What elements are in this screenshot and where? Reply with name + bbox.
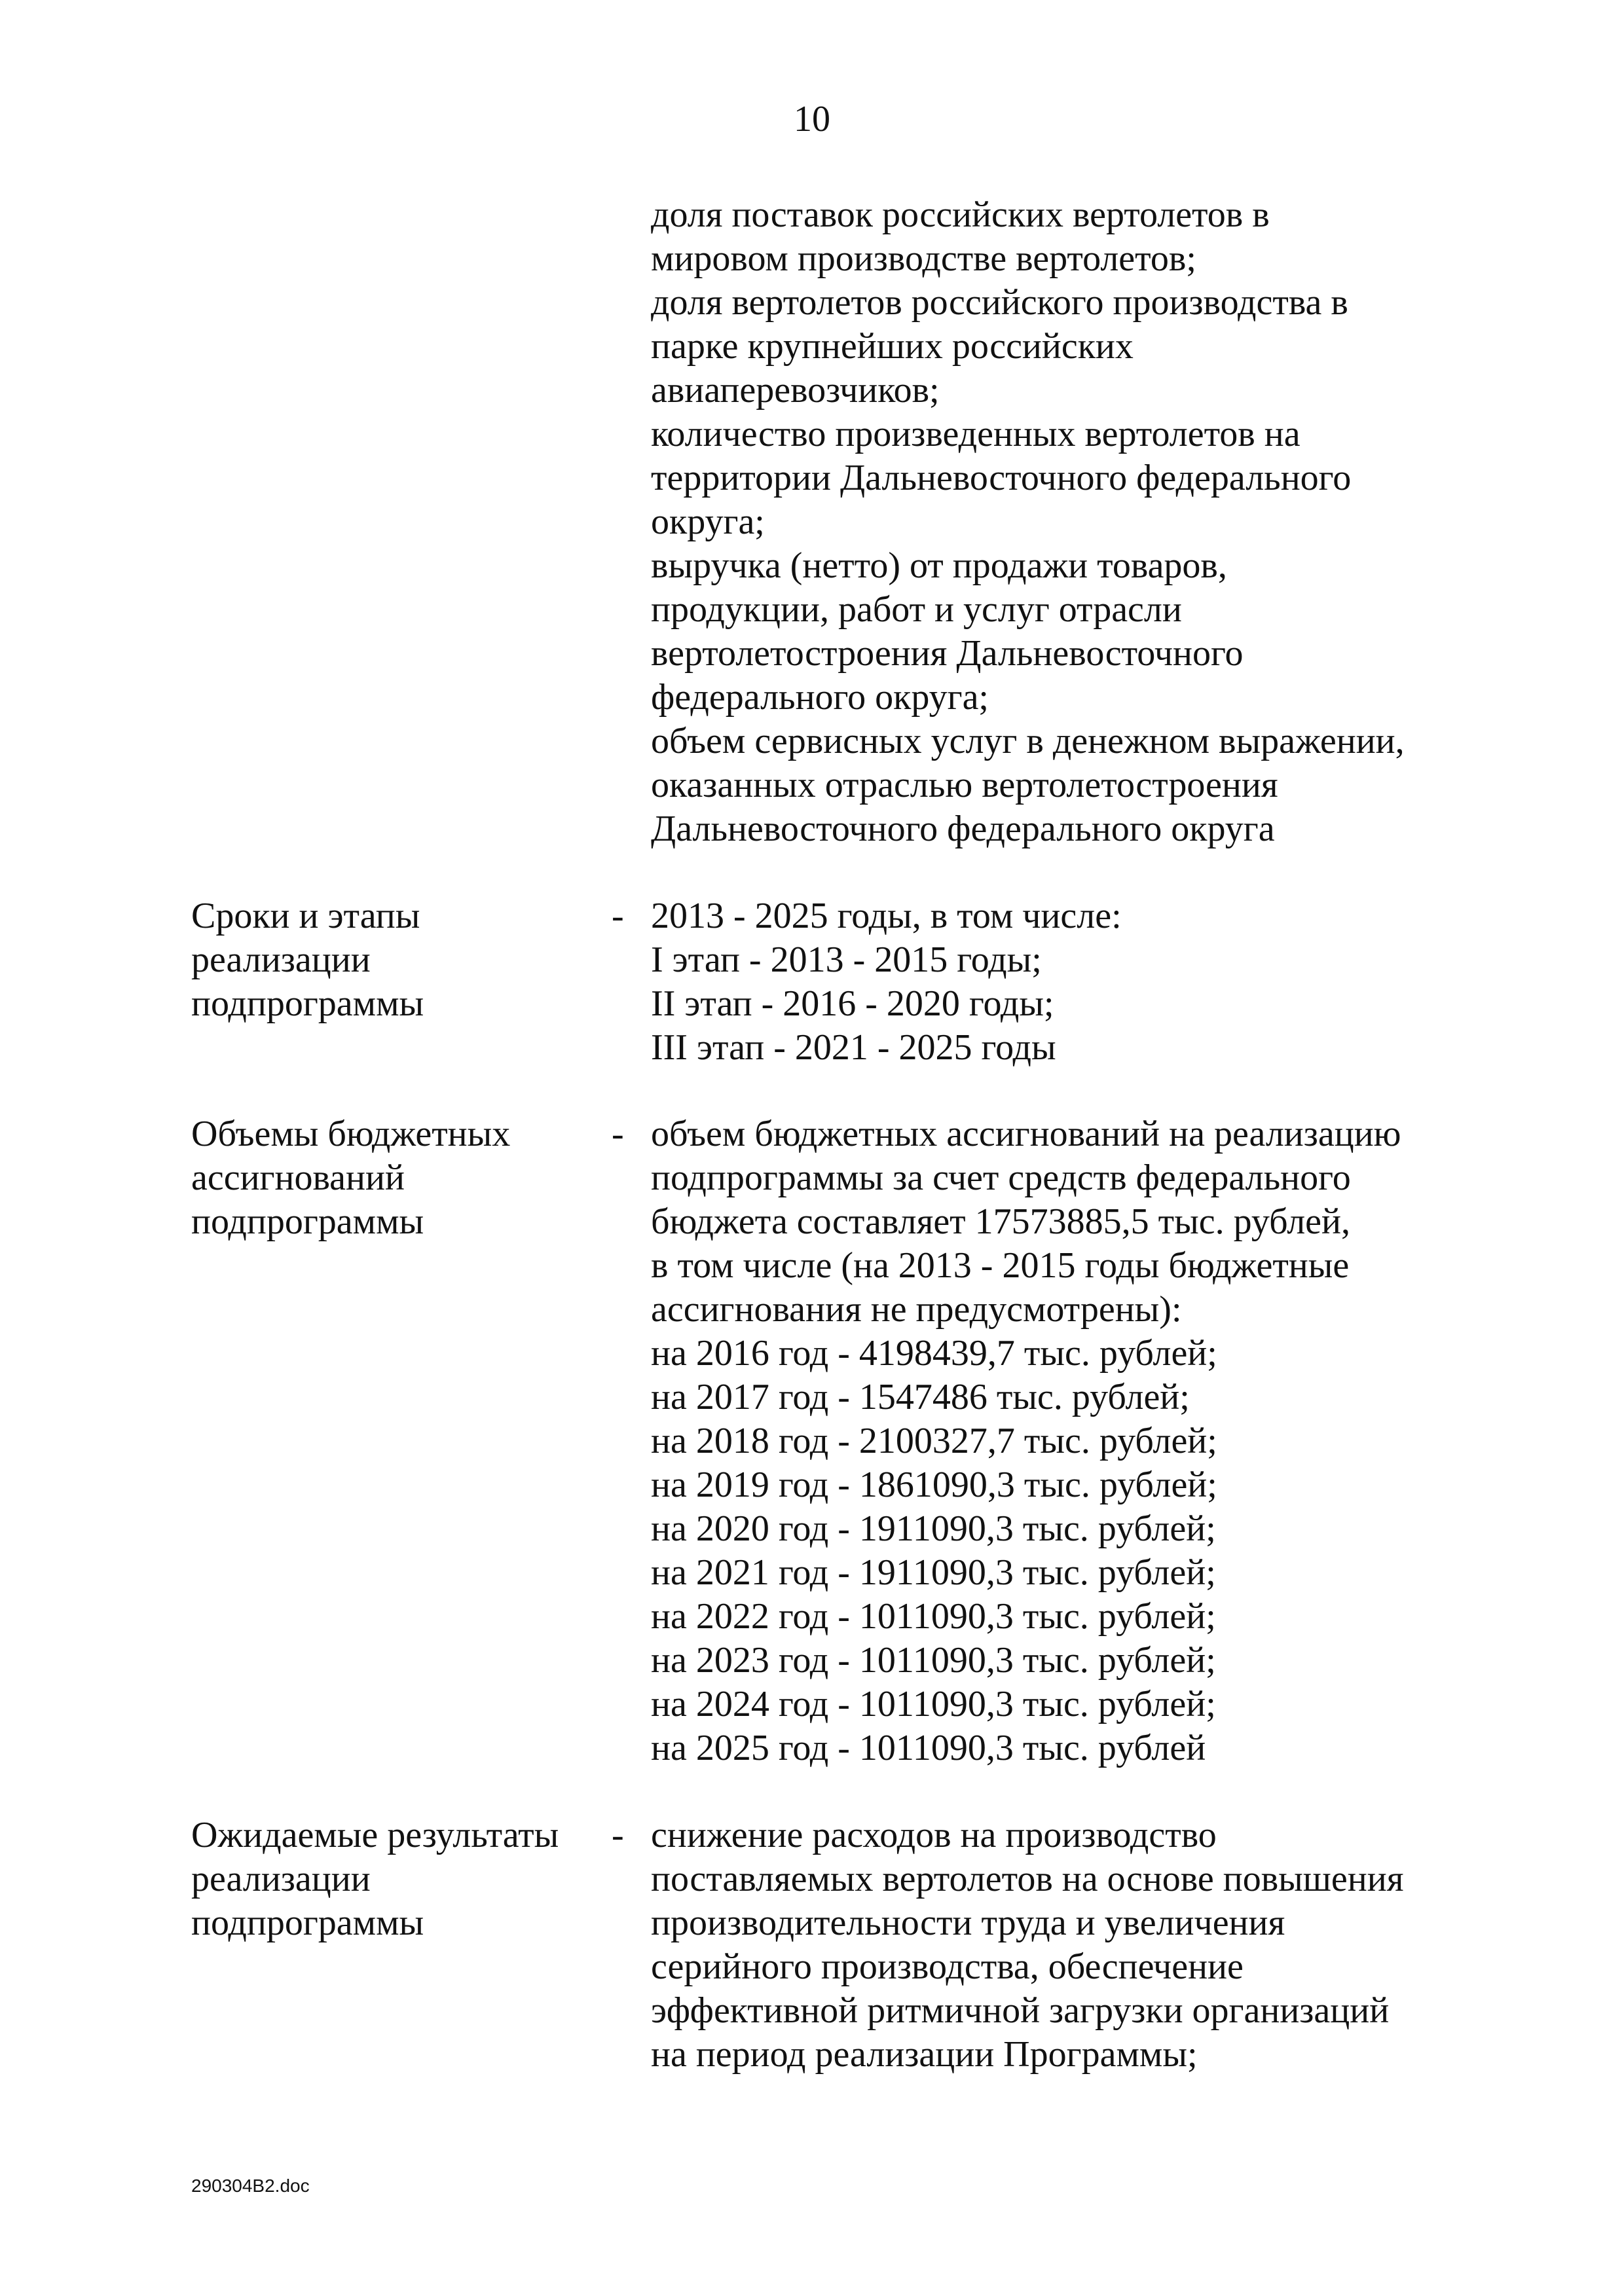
page-number: 10 — [794, 99, 830, 139]
terms-line: I этап - 2013 - 2015 годы; — [651, 939, 1042, 980]
budget-label-line: ассигнований — [191, 1157, 405, 1198]
terms-label-line: реализации — [191, 939, 371, 980]
results-label-line: Ожидаемые результаты — [191, 1815, 559, 1855]
budget-line: в том числе (на 2013 - 2015 годы бюджетные — [651, 1245, 1350, 1286]
terms-line: III этап - 2021 - 2025 годы — [651, 1027, 1056, 1068]
intro-line: доля вертолетов российского производства в — [651, 282, 1348, 323]
intro-line: Дальневосточного федерального округа — [651, 809, 1275, 849]
terms-label-line: Сроки и этапы — [191, 896, 420, 936]
budget-line: подпрограммы за счет средств федерального — [651, 1157, 1351, 1198]
budget-line: бюджета составляет 17573885,5 тыс. рублей, — [651, 1201, 1350, 1242]
intro-line: округа; — [651, 501, 765, 542]
intro-line: мировом производстве вертолетов; — [651, 238, 1196, 279]
budget-line: на 2023 год - 1011090,3 тыс. рублей; — [651, 1640, 1216, 1681]
intro-line: федерального округа; — [651, 677, 989, 718]
budget-label-line: подпрограммы — [191, 1201, 424, 1242]
results-label-line: подпрограммы — [191, 1903, 424, 1943]
budget-line: на 2018 год - 2100327,7 тыс. рублей; — [651, 1421, 1217, 1461]
terms-line: II этап - 2016 - 2020 годы; — [651, 983, 1054, 1024]
intro-line: продукции, работ и услуг отрасли — [651, 589, 1182, 630]
terms-line: 2013 - 2025 годы, в том числе: — [651, 896, 1122, 936]
results-line: на период реализации Программы; — [651, 2034, 1198, 2075]
terms-label-line: подпрограммы — [191, 983, 424, 1024]
budget-line: ассигнования не предусмотрены): — [651, 1289, 1182, 1330]
budget-label-line: Объемы бюджетных — [191, 1114, 511, 1154]
intro-line: территории Дальневосточного федерального — [651, 458, 1352, 498]
budget-line: на 2017 год - 1547486 тыс. рублей; — [651, 1377, 1190, 1417]
budget-line: на 2021 год - 1911090,3 тыс. рублей; — [651, 1552, 1216, 1593]
intro-line: парке крупнейших российских — [651, 326, 1134, 367]
budget-line: на 2025 год - 1011090,3 тыс. рублей — [651, 1728, 1206, 1768]
budget-line: на 2022 год - 1011090,3 тыс. рублей; — [651, 1596, 1216, 1637]
results-line: поставляемых вертолетов на основе повышения — [651, 1859, 1404, 1899]
intro-line: количество произведенных вертолетов на — [651, 414, 1301, 454]
budget-line: объем бюджетных ассигнований на реализацию — [651, 1114, 1401, 1154]
budget-line: на 2020 год - 1911090,3 тыс. рублей; — [651, 1508, 1216, 1549]
budget-line: на 2016 год - 4198439,7 тыс. рублей; — [651, 1333, 1217, 1374]
terms-dash: - — [612, 896, 624, 936]
intro-line: авиаперевозчиков; — [651, 370, 940, 410]
intro-line: оказанных отраслью вертолетостроения — [651, 765, 1278, 805]
intro-line: вертолетостроения Дальневосточного — [651, 633, 1244, 674]
results-dash: - — [612, 1815, 624, 1855]
footer-filename: 290304B2.doc — [191, 2176, 310, 2196]
intro-line: объем сервисных услуг в денежном выражении, — [651, 721, 1405, 761]
results-line: эффективной ритмичной загрузки организаций — [651, 1990, 1390, 2031]
results-line: серийного производства, обеспечение — [651, 1946, 1244, 1987]
results-label-line: реализации — [191, 1859, 371, 1899]
intro-line: выручка (нетто) от продажи товаров, — [651, 545, 1227, 586]
results-line: производительности труда и увеличения — [651, 1903, 1285, 1943]
budget-line: на 2024 год - 1011090,3 тыс. рублей; — [651, 1684, 1216, 1724]
budget-line: на 2019 год - 1861090,3 тыс. рублей; — [651, 1465, 1217, 1505]
intro-line: доля поставок российских вертолетов в — [651, 194, 1270, 235]
budget-dash: - — [612, 1114, 624, 1154]
results-line: снижение расходов на производство — [651, 1815, 1217, 1855]
